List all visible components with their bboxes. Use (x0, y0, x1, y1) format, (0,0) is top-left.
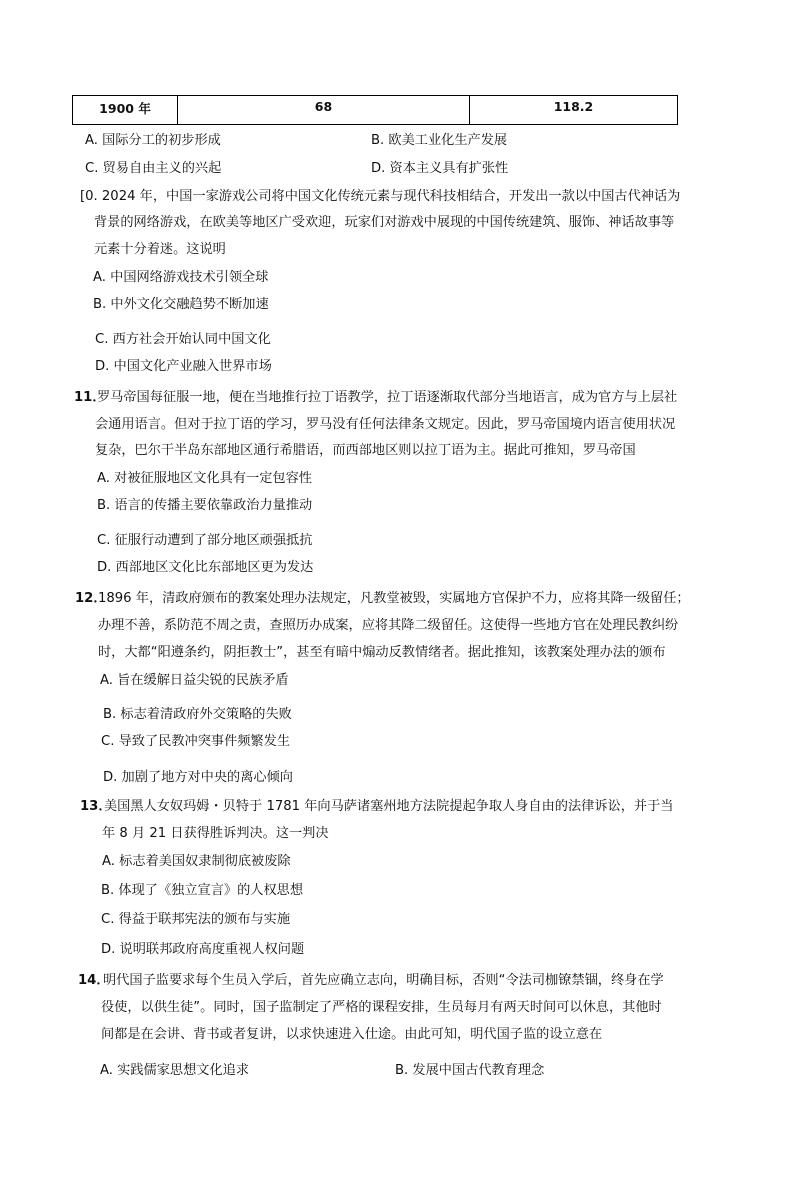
q9-option-a: A. 国际分工的初步形成 (85, 133, 221, 148)
q14-stem-line-2: 役使，以供生徒”。同时，国子监制定了严格的课程安排，生员每月有两天时间可以休息，其他时 (101, 1000, 662, 1015)
q10-option-d: D. 中国文化产业融入世界市场 (95, 359, 272, 374)
q13-option-c: C. 得益于联邦宪法的颁布与实施 (101, 912, 291, 927)
q14-number: 14． (78, 973, 110, 988)
q10-option-c: C. 西方社会开始认同中国文化 (95, 332, 271, 347)
q13-stem-line-2: 年 8 月 21 日获得胜诉判决。这一判决 (102, 826, 329, 841)
q10-option-a: A. 中国网络游戏技术引领全球 (93, 270, 269, 285)
q9-option-d: D. 资本主义具有扩张性 (371, 161, 509, 176)
q11-stem-line-3: 复杂，巴尔干半岛东部地区通行希腊语，而西部地区则以拉丁语为主。据此可推知，罗马帝国 (95, 443, 636, 458)
q11-stem-line-1: 罗马帝国每征服一地，便在当地推行拉丁语教学，拉丁语逐渐取代部分当地语言，成为官方与上层社 (97, 390, 678, 405)
q10-stem-line-1: [0. 2024 年，中国一家游戏公司将中国文化传统元素与现代科技相结合，开发出一款以中国古代神话为 (80, 189, 681, 204)
q11-option-a: A. 对被征服地区文化具有一定包容性 (97, 471, 312, 486)
q13-option-b: B. 体现了《独立宣言》的人权思想 (101, 883, 304, 898)
q11-option-c: C. 征服行动遭到了部分地区顽强抵抗 (97, 533, 313, 548)
q10-option-b: B. 中外文化交融趋势不断加速 (93, 297, 269, 312)
q13-number: 13． (80, 799, 112, 814)
q12-option-a: A. 旨在缓解日益尖锐的民族矛盾 (100, 673, 289, 688)
table-cell-value-1: 68 (178, 96, 470, 125)
q10-stem-line-2: 背景的网络游戏，在欧美等地区广受欢迎，玩家们对游戏中展现的中国传统建筑、服饰、神话故事等 (94, 215, 675, 230)
q11-number: 11． (74, 390, 106, 405)
data-table (72, 95, 678, 125)
q12-stem-line-1: 1896 年，清政府颁布的教案处理办法规定，凡教堂被毁，实属地方官保护不力，应将其降一级留任； (98, 591, 690, 606)
q12-stem-line-2: 办理不善，系防范不周之责，查照历办成案，应将其降二级留任。这使得一些地方官在处理民教纠纷 (98, 618, 679, 633)
q11-option-b: B. 语言的传播主要依靠政治力量推动 (97, 498, 313, 513)
q12-number: 12． (75, 591, 107, 606)
q12-option-d: D. 加剧了地方对中央的离心倾向 (103, 770, 293, 785)
q9-option-c: C. 贸易自由主义的兴起 (85, 161, 222, 176)
q14-option-a: A. 实践儒家思想文化追求 (100, 1063, 250, 1078)
q9-option-b: B. 欧美工业化生产发展 (371, 133, 508, 148)
q14-stem-line-3: 间都是在会讲、背书或者复讲，以求快速进入仕途。由此可知，明代国子监的设立意在 (101, 1027, 603, 1042)
q13-stem-line-1: 美国黑人女奴玛姆・贝特于 1781 年向马萨诸塞州地方法院提起争取人身自由的法律诉讼，并于当 (104, 799, 674, 814)
table-cell-value-2: 118.2 (470, 96, 678, 125)
q11-option-d: D. 西部地区文化比东部地区更为发达 (97, 560, 314, 575)
q13-option-d: D. 说明联邦政府高度重视人权问题 (101, 942, 305, 957)
q12-option-c: C. 导致了民教冲突事件频繁发生 (101, 734, 291, 749)
q12-stem-line-3: 时，大都“阳遵条约，阴拒教士”，甚至有暗中煽动反教情绪者。据此推知，该教案处理办法的颁布 (98, 645, 666, 660)
table-row (73, 96, 678, 125)
table-cell-year: 1900 年 (73, 96, 178, 125)
q14-option-b: B. 发展中国古代教育理念 (395, 1063, 545, 1078)
q11-stem-line-2: 会通用语言。但对于拉丁语的学习，罗马没有任何法律条文规定。因此，罗马帝国境内语言使用状况 (95, 417, 676, 432)
q12-option-b: B. 标志着清政府外交策略的失败 (103, 707, 292, 722)
q10-stem-line-3: 元素十分着迷。这说明 (94, 242, 226, 257)
q14-stem-line-1: 明代国子监要求每个生员入学后，首先应确立志向，明确目标，否则“令法司枷镣禁锢，终身在学 (103, 973, 664, 988)
q13-option-a: A. 标志着美国奴隶制彻底被废除 (102, 854, 291, 869)
